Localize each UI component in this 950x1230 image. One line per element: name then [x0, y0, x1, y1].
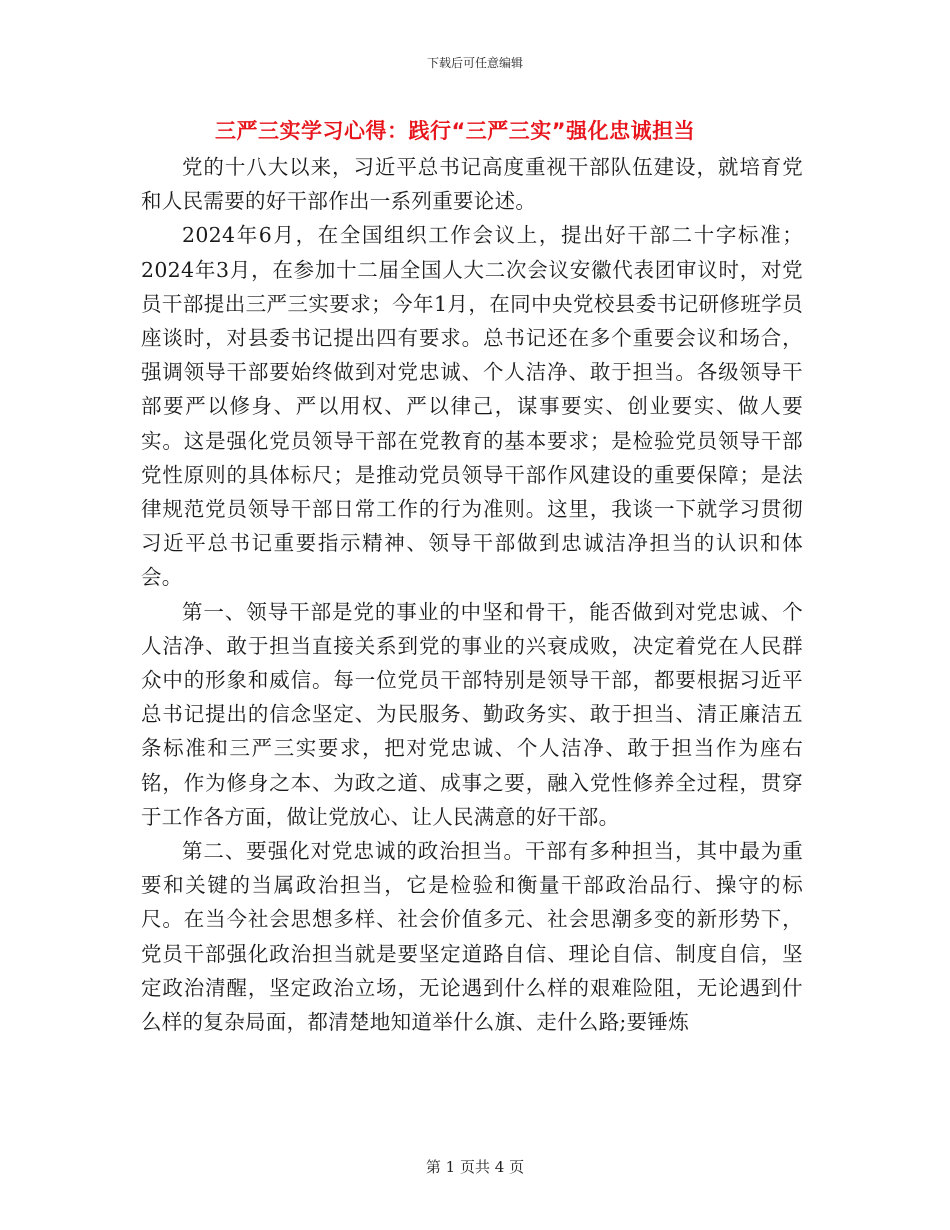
document-body: [141, 150, 803, 1039]
paragraph: 第二、要强化对党忠诚的政治担当。干部有多种担当，其中最为重要和关键的当属政治担当，它是检验和衡量干部政治品行、操守的标尺。在当今社会思想多样、社会价值多元、社会思潮多变的新形势下，党员干部强化政治担当就是要坚定道路自信、理论自信、制度自信，坚定政治清醒，坚定政治立场，无论遇到什么样的艰难险阻，无论遇到什么样的复杂局面，都清楚地知道举什么旗、走什么路;要锤炼: [141, 839, 803, 1035]
paragraph: 第一、领导干部是党的事业的中坚和骨干，能否做到对党忠诚、个人洁净、敢于担当直接关系到党的事业的兴衰成败，决定着党在人民群众中的形象和威信。每一位党员干部特别是领导干部，都要根据习近平总书记提出的信念坚定、为民服务、勤政务实、敢于担当、清正廉洁五条标准和三严三实要求，把对党忠诚、个人洁净、敢于担当作为座右铭，作为修身之本、为政之道、成事之要，融入党性修养全过程，贯穿于工作各方面，做让党放心、让人民满意的好干部。: [141, 599, 803, 829]
document-title: 三严三实学习心得：践行“三严三实”强化忠诚担当: [215, 119, 696, 143]
paragraph: 党的十八大以来，习近平总书记高度重视干部队伍建设，就培育党和人民需要的好干部作出一系列重要论述。: [141, 155, 803, 214]
header-note: 下载后可任意编辑: [426, 56, 523, 70]
paragraph: 2024年6月，在全国组织工作会议上，提出好干部二十字标准；2024年3月，在参加十二届全国人大二次会议安徽代表团审议时，对党员干部提出三严三实要求；今年1月，在同中央党校县委书记研修班学员座谈时，对县委书记提出四有要求。总书记还在多个重要会议和场合，强调领导干部要始终做到对党忠诚、个人洁净、敢于担当。各级领导干部要严以修身、严以用权、严以律己，谋事要实、创业要实、做人要实。这是强化党员领导干部在党教育的基本要求；是检验党员领导干部党性原则的具体标尺；是推动党员领导干部作风建设的重要保障；是法律规范党员领导干部日常工作的行为准则。这里，我谈一下就学习贯彻习近平总书记重要指示精神、领导干部做到忠诚洁净担当的认识和体会。: [141, 223, 803, 590]
page-number: 第 1 页共 4 页: [425, 1158, 525, 1176]
